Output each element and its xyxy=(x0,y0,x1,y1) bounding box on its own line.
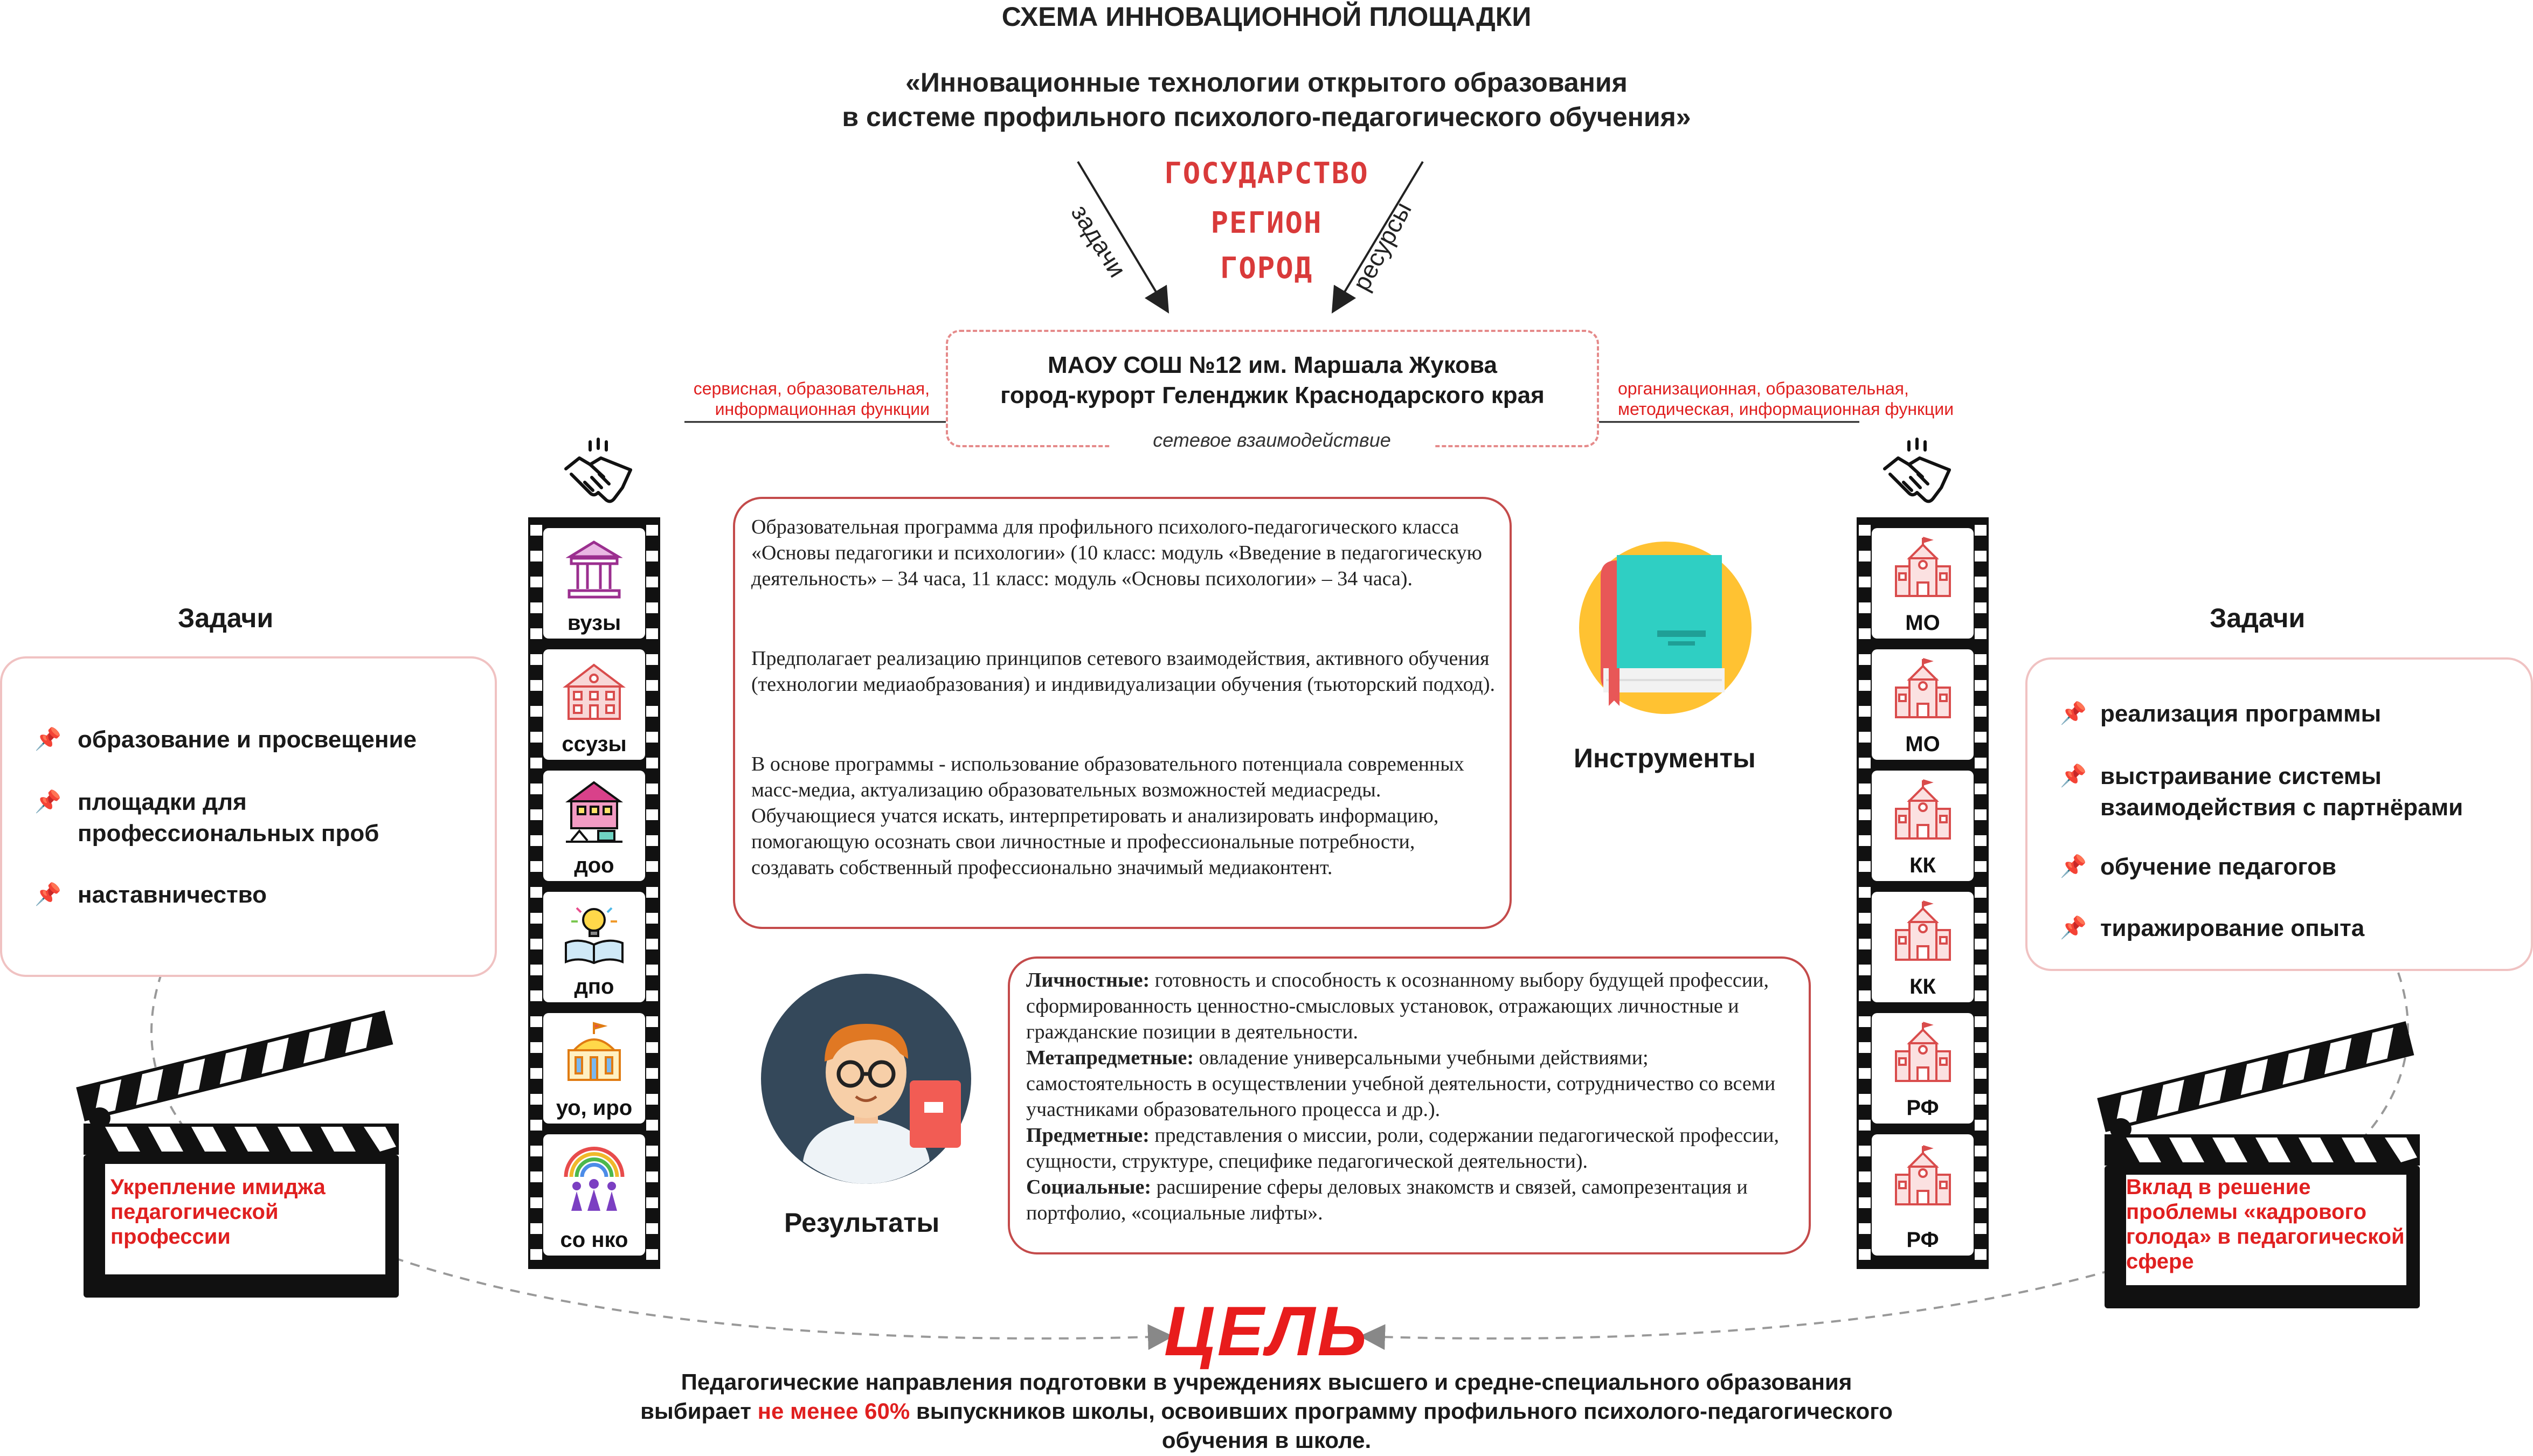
school-building-icon xyxy=(1893,1022,1953,1084)
pin-icon: 📌 xyxy=(2060,764,2087,788)
film-label: КК xyxy=(1909,975,1936,999)
school-building-icon xyxy=(1893,779,1953,841)
right-task-item-3 xyxy=(2060,851,2529,883)
goal-line-1: Педагогические направления подготовки в учреждениях высшего и средне-специального образования xyxy=(681,1369,1852,1395)
school-building-icon xyxy=(1893,900,1953,962)
goal-line-2-pre: выбирает xyxy=(640,1398,758,1424)
right-functions xyxy=(1618,378,2006,419)
stamp-city: ГОРОД xyxy=(1220,251,1313,285)
film-frame-rf-1 xyxy=(1872,1013,1974,1124)
result-text: овладение универсальными учебными действиями; самостоятельность в осуществлении учебной деятельности, сотрудничество со всеми участниками образовательного процесса и др.). xyxy=(1026,1046,1776,1121)
program-p1: Образовательная программа для профильного психолого-педагогического класса «Основы педагогики и психологии» (10 класс: модуль «Введение в педагогическую деятельность» – 34 часа, 11 класс: модуль «Основы психологии» – 34 часа). xyxy=(751,516,1482,590)
task-text: выстраивание системы взаимодействия с партнёрами xyxy=(2100,763,2463,821)
film-frame-mo-1 xyxy=(1872,528,1974,639)
arrow-resources-label: ресурсы xyxy=(1347,197,1417,295)
pin-icon: 📌 xyxy=(34,790,61,814)
goal-line-3: обучения в школе. xyxy=(1161,1427,1372,1453)
program-box xyxy=(733,497,1512,929)
result-text: расширение сферы деловых знакомств и связей, самопрезентация и портфолио, «социальные лифты». xyxy=(1026,1176,1748,1224)
college-building-icon xyxy=(560,657,628,724)
film-frame-kk-2 xyxy=(1872,892,1974,1002)
subtitle-line-2: в системе профильного психолого-педагогического обучения» xyxy=(842,102,1691,132)
result-term: Социальные: xyxy=(1026,1176,1152,1198)
right-task-item-4 xyxy=(2060,913,2529,944)
clap-left-text: Укрепление имиджа педагогической профессии xyxy=(110,1175,326,1249)
school-building-icon xyxy=(1893,1145,1953,1207)
page-title: СХЕМА ИННОВАЦИОННОЙ ПЛОЩАДКИ xyxy=(1001,2,1532,32)
result-text: представления о миссии, роли, содержании педагогической профессии, сущности, структуре, специфике педагогической деятельности). xyxy=(1026,1124,1780,1173)
film-frame-sonko xyxy=(543,1134,645,1256)
right-functions-line-2: методическая, информационная функции xyxy=(1618,399,1954,419)
task-text: тиражирование опыта xyxy=(2100,915,2365,941)
result-metasubject xyxy=(1026,1045,1802,1122)
left-film-strip xyxy=(528,517,660,1269)
school-building-icon xyxy=(1893,658,1953,720)
goal-word: ЦЕЛЬ xyxy=(1164,1292,1369,1370)
film-label: РФ xyxy=(1906,1096,1939,1120)
film-label: вузы xyxy=(567,611,621,635)
left-tasks-heading: Задачи xyxy=(178,603,274,633)
task-text: наставничество xyxy=(78,882,267,908)
left-functions-line-2: информационная функции xyxy=(715,399,930,419)
clap-right-text: Вклад в решение проблемы «кадрового голода» в педагогической сфере xyxy=(2126,1175,2405,1273)
film-label: МО xyxy=(1905,611,1940,635)
film-label: со нко xyxy=(560,1228,628,1252)
book-idea-icon xyxy=(560,897,628,967)
student-avatar-icon xyxy=(760,973,973,1185)
task-text: образование и просвещение xyxy=(78,726,417,753)
goal-line-2 xyxy=(512,1397,2021,1426)
film-frame-dpo xyxy=(543,892,645,1002)
pin-icon: 📌 xyxy=(34,727,61,751)
left-task-item-2 xyxy=(34,787,482,849)
right-task-item-1 xyxy=(2060,698,2529,730)
right-tasks-heading: Задачи xyxy=(2210,603,2306,633)
film-label: доо xyxy=(574,854,614,877)
clapperboard-icon xyxy=(75,1002,410,1304)
result-term: Метапредметные: xyxy=(1026,1046,1194,1069)
kindergarten-icon xyxy=(560,777,628,847)
school-line-2: город-курорт Геленджик Краснодарского края xyxy=(1000,382,1545,408)
pin-icon: 📌 xyxy=(2060,916,2087,940)
result-social xyxy=(1026,1174,1802,1226)
task-text: обучение педагогов xyxy=(2100,854,2337,880)
right-task-item-2 xyxy=(2060,761,2529,823)
pin-icon: 📌 xyxy=(34,883,61,906)
goal-line-2-post: выпускников школы, освоивших программу профильного психолого-педагогического xyxy=(910,1398,1893,1424)
arrow-tasks-label: задачи xyxy=(1065,199,1132,282)
school-line-1: МАОУ СОШ №12 им. Маршала Жукова xyxy=(1047,352,1497,378)
film-frame-mo-2 xyxy=(1872,649,1974,760)
result-personal xyxy=(1026,967,1802,1045)
film-label: КК xyxy=(1909,854,1936,877)
film-label: уо, иро xyxy=(556,1096,633,1120)
right-tasks-box xyxy=(2025,657,2533,971)
result-text: готовность и способность к осознанному выбору будущей профессии, сформированность ценностно-смысловых установок, отражающих личностные и гражданские позиции в деятельности. xyxy=(1026,969,1769,1043)
film-frame-rf-2 xyxy=(1872,1134,1974,1256)
goal-text xyxy=(512,1368,2021,1455)
film-frame-kk-1 xyxy=(1872,771,1974,881)
film-frame-kindergarten xyxy=(543,771,645,881)
program-p2: Предполагает реализацию принципов сетевого взаимодействия, активного обучения (технологии медиаобразования) и индивидуализации обучения (тьюторский подход). xyxy=(751,647,1496,696)
school-building-icon xyxy=(1893,537,1953,599)
instruments-label: Инструменты xyxy=(1574,743,1756,773)
right-functions-line-1: организационная, образовательная, xyxy=(1618,379,1909,398)
university-icon xyxy=(566,538,622,602)
goal-highlight: не менее 60% xyxy=(757,1398,910,1424)
government-building-icon xyxy=(560,1021,628,1088)
film-frame-universities xyxy=(543,528,645,639)
result-term: Предметные: xyxy=(1026,1124,1150,1147)
film-label: РФ xyxy=(1906,1228,1939,1252)
right-film-strip xyxy=(1857,517,1989,1269)
film-label: дпо xyxy=(574,975,614,999)
task-text: реализация программы xyxy=(2100,701,2382,727)
results-box xyxy=(1008,956,1811,1254)
stamp-region: РЕГИОН xyxy=(1210,206,1323,240)
pin-icon: 📌 xyxy=(2060,702,2087,725)
film-frame-uo-iro xyxy=(543,1013,645,1124)
left-functions-line-1: сервисная, образовательная, xyxy=(693,379,930,398)
left-task-item-3 xyxy=(34,879,482,911)
network-label: сетевое взаимодействие xyxy=(1110,429,1434,452)
film-label: ссузы xyxy=(562,732,627,756)
rainbow-people-icon xyxy=(558,1142,631,1215)
school-name xyxy=(946,350,1599,411)
subtitle-line-1: «Инновационные технологии открытого образования xyxy=(905,67,1628,98)
left-tasks-box xyxy=(0,656,497,977)
handshake-icon xyxy=(560,436,636,512)
program-p3: В основе программы - использование образовательного потенциала современных масс-медиа, актуализацию образовательных возможностей медиасреды. Обучающиеся учатся искать, интерпретировать и анализировать информацию, помогающую осознать свои личностные и профессиональные потребности, создавать собственный профессионально значимый медиаконтент. xyxy=(751,753,1464,879)
left-functions xyxy=(593,378,930,419)
results-content xyxy=(1026,967,1802,1226)
stamp-state: ГОСУДАРСТВО xyxy=(1164,156,1369,190)
pin-icon: 📌 xyxy=(2060,855,2087,878)
result-term: Личностные: xyxy=(1026,969,1150,992)
book-icon xyxy=(1558,539,1773,722)
task-text: площадки для профессиональных проб xyxy=(78,789,379,847)
film-label: МО xyxy=(1905,732,1940,756)
results-label: Результаты xyxy=(784,1208,940,1238)
film-frame-colleges xyxy=(543,649,645,760)
left-task-item-1 xyxy=(34,724,482,755)
result-subject xyxy=(1026,1122,1802,1174)
handshake-icon xyxy=(1879,436,1955,512)
